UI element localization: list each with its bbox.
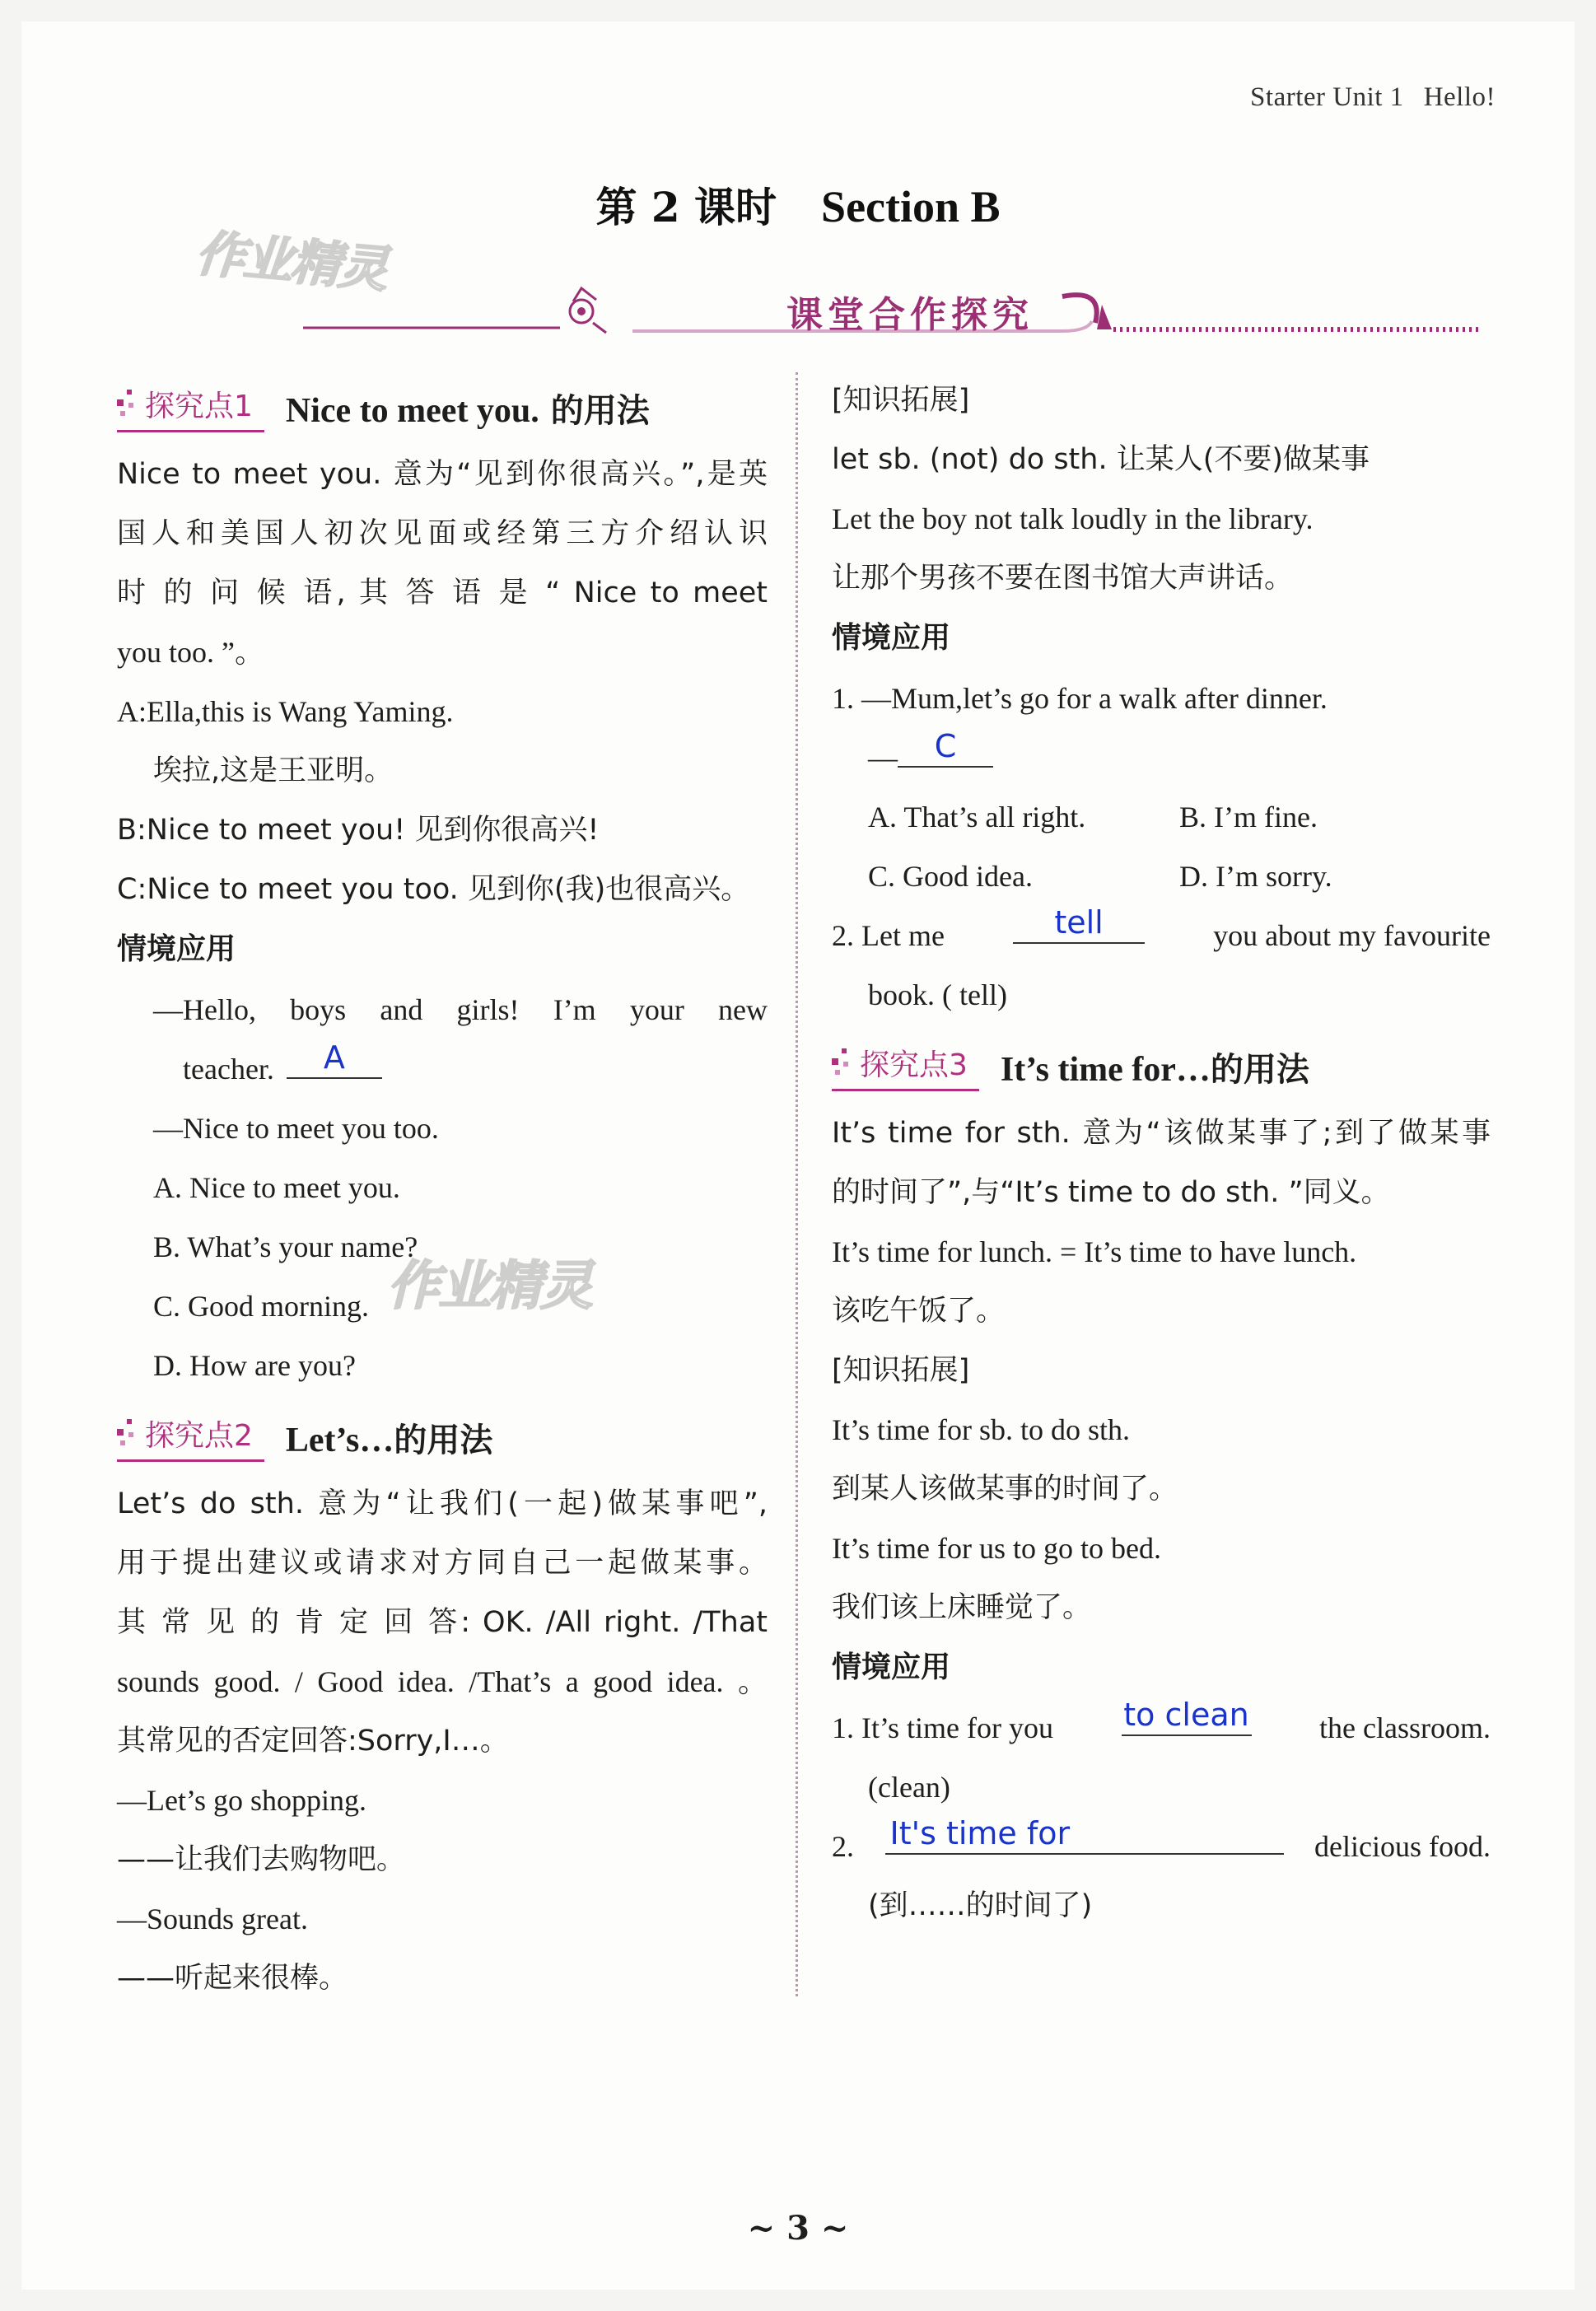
ext1-q1-answer-blank[interactable] xyxy=(898,730,993,768)
right-column xyxy=(832,371,1491,1935)
ext1-q1-option: C. Good idea. xyxy=(868,860,1033,893)
kp1-line: 埃拉,这是王亚明。 xyxy=(153,754,394,787)
kp3-title xyxy=(1001,1043,1309,1090)
ext1-q1-line: 1. —Mum,let’s go for a walk after dinner. xyxy=(832,682,1328,715)
kp3-line: 的时间了”,与“It’s time to do sth. ”同义。 xyxy=(832,1176,1390,1209)
kp3-ext-line: It’s time for sb. to do sth. xyxy=(832,1413,1130,1446)
kp1-title-en: Nice to meet you. xyxy=(285,391,539,430)
watermark-logo: 作业精灵 xyxy=(193,225,390,299)
kp1-question-line: —Nice to meet you too. xyxy=(153,1112,439,1145)
kp1-title xyxy=(286,385,650,432)
section-banner xyxy=(115,280,1482,343)
kp3-line: It’s time for sth. 意为“该做某事了;到了做某事 xyxy=(832,1117,1491,1150)
kp3-heading xyxy=(832,1029,1491,1104)
kp3-tag-label: 探究点3 xyxy=(860,1048,968,1082)
section-name: Section B xyxy=(821,182,1001,231)
kp1-line: 时 的 问 候 语, 其 答 语 是 “ Nice to meet xyxy=(117,577,768,609)
kp3-q1-line xyxy=(832,1698,1491,1758)
kp1-question-line xyxy=(117,1039,768,1099)
kp1-line: A:Ella,this is Wang Yaming. xyxy=(117,695,454,728)
kp2-line: 用于提出建议或请求对方同自己一起做某事。 xyxy=(117,1547,768,1580)
dots-icon xyxy=(117,1419,137,1449)
watermark-logo: 作业精灵 xyxy=(387,1256,591,1317)
kp2-line: 其常见的否定回答:Sorry,I…。 xyxy=(117,1725,509,1758)
kp3-line: It’s time for lunch. = It’s time to have lunch. xyxy=(832,1235,1357,1268)
kp3-title-en: It’s time for… xyxy=(1000,1050,1211,1089)
kp3-line: 该吃午饭了。 xyxy=(832,1295,1006,1328)
kp1-answer-blank[interactable] xyxy=(287,1041,382,1079)
kp1-heading xyxy=(117,371,768,445)
kp3-q2-line xyxy=(832,1817,1491,1876)
kp3-q2-answer-blank[interactable] xyxy=(885,1817,1284,1855)
kp1-tag xyxy=(117,383,264,432)
running-header xyxy=(1230,82,1496,113)
ext1-q1-dash: — xyxy=(868,741,898,774)
kp1-option: D. How are you? xyxy=(153,1349,356,1382)
kp2-title-en: Let’s… xyxy=(285,1421,394,1459)
kp2-title xyxy=(286,1414,492,1461)
extension1-application-heading: 情境应用 xyxy=(832,621,951,655)
kp2-line: —Sounds great. xyxy=(117,1902,308,1935)
extension1-line: let sb. (not) do sth. 让某人(不要)做某事 xyxy=(832,443,1370,476)
ext1-q1-answer: C xyxy=(934,728,957,764)
kp1-line: C:Nice to meet you too. 见到你(我)也很高兴。 xyxy=(117,873,750,906)
kp3-q2-line2: (到……的时间了) xyxy=(868,1889,1093,1922)
kp1-line: you too. ”。 xyxy=(117,636,264,669)
ext1-q1-option: B. I’m fine. xyxy=(1179,801,1318,833)
kp1-line: Nice to meet you. 意为“见到你很高兴。”,是英 xyxy=(117,458,768,491)
kp2-line: 其 常 见 的 肯 定 回 答: OK. /All right. /That xyxy=(117,1606,768,1639)
extension1-heading: [知识拓展] xyxy=(832,384,970,417)
ext1-q2-suffix: you about my favourite xyxy=(1213,919,1491,952)
kp2-line: —Let’s go shopping. xyxy=(117,1784,366,1817)
kp1-title-zh: 的用法 xyxy=(550,390,650,430)
kp3-extension-heading: [知识拓展] xyxy=(832,1354,970,1387)
kp3-tag xyxy=(832,1042,979,1091)
lesson-number: 第 2 课时 xyxy=(595,183,777,231)
extension1-line: Let the boy not talk loudly in the library. xyxy=(832,502,1314,535)
kp2-tag-label: 探究点2 xyxy=(145,1419,253,1453)
kp2-tag xyxy=(117,1412,264,1462)
kp1-answer: A xyxy=(323,1039,345,1076)
kp2-heading xyxy=(117,1400,768,1474)
ext1-q2-line xyxy=(832,906,1491,965)
kp3-q1-answer-blank[interactable] xyxy=(1122,1698,1252,1736)
ext1-q2-answer: tell xyxy=(1054,904,1104,941)
kp2-line: ——听起来很棒。 xyxy=(117,1962,348,1995)
kp3-q1-line2: (clean) xyxy=(868,1771,950,1804)
unit-label: Starter Unit 1 xyxy=(1250,82,1404,112)
kp3-q1-suffix: the classroom. xyxy=(1319,1711,1491,1744)
kp3-ext-line: 到某人该做某事的时间了。 xyxy=(832,1473,1178,1506)
kp3-q2-answer: It's time for xyxy=(889,1815,1071,1851)
kp3-ext-line: It’s time for us to go to bed. xyxy=(832,1532,1161,1565)
dots-icon xyxy=(832,1048,852,1078)
kp1-option: A. Nice to meet you. xyxy=(153,1171,400,1204)
unit-title: Hello! xyxy=(1423,82,1496,112)
left-column xyxy=(117,371,768,2008)
ext1-q2-answer-blank[interactable] xyxy=(1013,906,1145,944)
ext1-q1-options-row xyxy=(832,847,1491,906)
kp3-q2-prefix: 2. xyxy=(832,1830,854,1863)
column-divider xyxy=(796,372,798,1996)
kp1-question-line: —Hello, boys and girls! I’m your new xyxy=(153,993,768,1026)
banner-title: 课堂合作探究 xyxy=(786,294,1034,336)
ext1-q1-answer-line xyxy=(832,728,1491,787)
kp1-option: B. What’s your name? xyxy=(153,1230,418,1263)
kp1-line: 国人和美国人初次见面或经第三方介绍认识 xyxy=(117,517,768,550)
extension1-line: 让那个男孩不要在图书馆大声讲话。 xyxy=(832,562,1294,595)
kp3-title-zh: 的用法 xyxy=(1210,1049,1309,1089)
kp2-line: sounds good. / Good idea. /That’s a good idea. 。 xyxy=(117,1665,768,1698)
kp2-title-zh: 的用法 xyxy=(394,1420,493,1459)
kp1-tag-label: 探究点1 xyxy=(145,390,253,423)
kp2-line: ——让我们去购物吧。 xyxy=(117,1843,406,1876)
ext1-q2-prefix: 2. Let me xyxy=(832,919,945,952)
page-number: ~ 3 ~ xyxy=(747,2209,849,2248)
kp3-ext-line: 我们该上床睡觉了。 xyxy=(832,1591,1092,1624)
kp3-q1-answer: to clean xyxy=(1123,1697,1249,1733)
kp1-option: C. Good morning. xyxy=(153,1290,370,1323)
kp3-q2-suffix: delicious food. xyxy=(1314,1830,1491,1863)
kp2-line: Let’s do sth. 意为“让我们(一起)做某事吧”, xyxy=(117,1487,768,1520)
ext1-q2-line2: book. ( tell) xyxy=(868,978,1007,1011)
ext1-q1-options-row xyxy=(832,787,1491,847)
kp1-application-heading: 情境应用 xyxy=(117,932,236,966)
kp1-question-text: teacher. xyxy=(183,1053,274,1085)
dots-icon xyxy=(117,390,137,419)
kp3-q1-prefix: 1. It’s time for you xyxy=(832,1711,1053,1744)
ext1-q1-option: A. That’s all right. xyxy=(868,801,1086,833)
kp3-application-heading: 情境应用 xyxy=(832,1650,951,1684)
ext1-q1-option: D. I’m sorry. xyxy=(1179,860,1332,893)
kp1-line: B:Nice to meet you! 见到你很高兴! xyxy=(117,814,600,847)
